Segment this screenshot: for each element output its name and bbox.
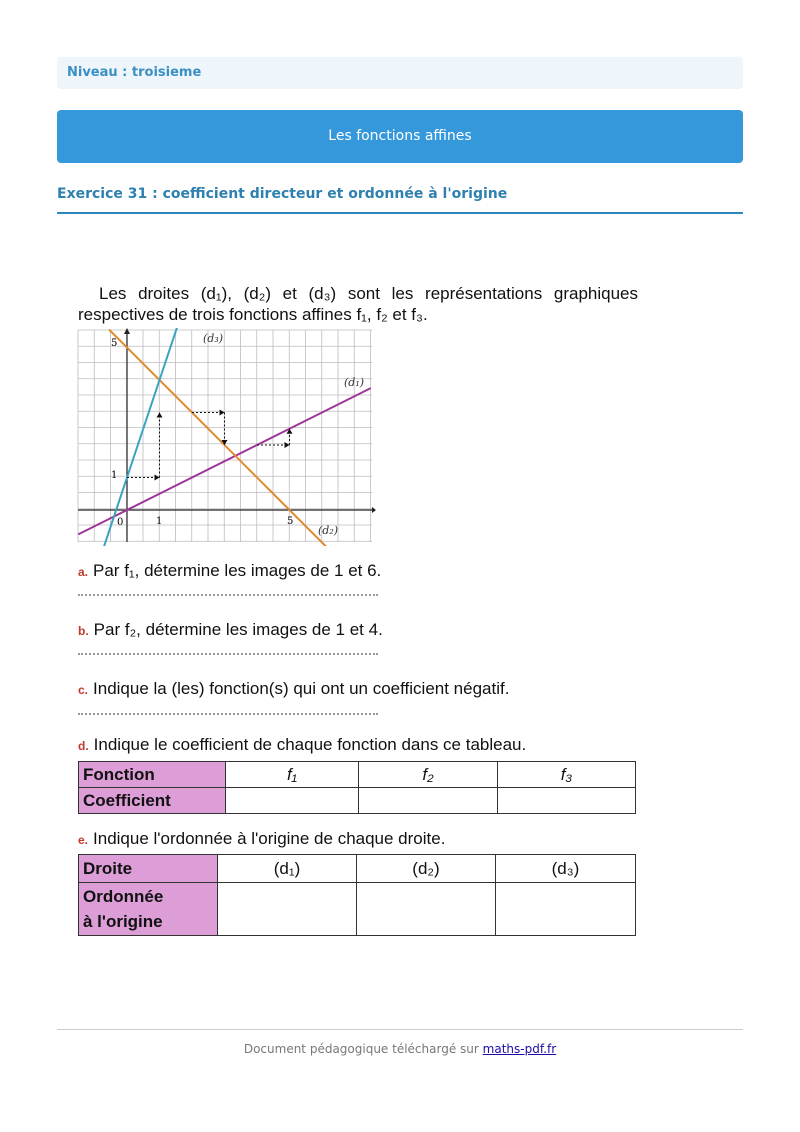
footer	[0, 1042, 800, 1056]
table-d-header-fonction: Fonction	[79, 762, 226, 788]
intercept-table	[78, 854, 636, 936]
table-d-cell-f1	[226, 788, 359, 814]
chapter-banner: Les fonctions affines	[57, 110, 743, 163]
level-banner: Niveau : troisieme	[57, 57, 743, 89]
table-e-header-droite: Droite	[79, 855, 218, 883]
label-d1: (d₁)	[344, 376, 365, 389]
arrowhead-d3-rise	[157, 413, 163, 418]
question-d: d. Indique le coefficient de chaque fonction dans ce tableau.	[78, 735, 527, 754]
coefficient-table	[78, 761, 636, 814]
tick-x-five: 5	[287, 516, 294, 527]
table-d-cell-f3	[498, 788, 636, 814]
intro-line-2: respectives de trois fonctions affines f₁, f₂ et f₃.	[78, 305, 428, 324]
table-d-col-f1: f₁	[226, 762, 359, 788]
table-d-cell-f2	[359, 788, 498, 814]
table-e-cell-d2	[357, 883, 496, 936]
arrowhead-d3-run	[155, 475, 160, 481]
table-e-cell-d3	[496, 883, 636, 936]
intro-text	[78, 283, 638, 325]
label-d2: (d₂)	[318, 524, 339, 537]
question-c: c. Indique la (les) fonction(s) qui ont un coefficient négatif.	[78, 679, 510, 698]
question-a: a. Par f₁, détermine les images de 1 et 6.	[78, 561, 382, 580]
exercise-title: Exercice 31 : coefficient directeur et ordonnée à l'origine	[57, 186, 743, 214]
answer-line-b	[78, 653, 378, 655]
slope-arrows	[127, 410, 293, 481]
table-e-col-d2: (d₂)	[357, 855, 496, 883]
line-d2	[109, 330, 338, 546]
table-e-col-d1: (d₁)	[218, 855, 357, 883]
table-e-cell-d1	[218, 883, 357, 936]
arrowhead-d1-run	[285, 442, 290, 448]
axes	[78, 328, 376, 542]
table-e-header-ordonnee: Ordonnée à l'origine	[79, 883, 218, 936]
line-graph	[76, 328, 376, 546]
question-e: e. Indique l'ordonnée à l'origine de chaque droite.	[78, 829, 446, 848]
arrowhead-d2-run	[220, 410, 225, 416]
tick-x-one: 1	[156, 516, 163, 527]
label-d3: (d₃)	[203, 332, 224, 345]
table-d-col-f2: f₂	[359, 762, 498, 788]
tick-origin: 0	[117, 517, 124, 528]
intro-line-1: Les droites (d₁), (d₂) et (d₃) sont les représentations graphiques	[99, 284, 638, 303]
tick-y-five: 5	[111, 338, 118, 349]
answer-line-c	[78, 713, 378, 715]
answer-line-a	[78, 594, 378, 596]
tick-y-one: 1	[111, 470, 118, 481]
footer-link[interactable]: maths-pdf.fr	[482, 1042, 557, 1056]
question-b: b. Par f₂, détermine les images de 1 et 4.	[78, 620, 383, 639]
footer-divider	[57, 1029, 743, 1030]
footer-text: Document pédagogique téléchargé sur	[243, 1042, 479, 1056]
table-e-col-d3: (d₃)	[496, 855, 636, 883]
table-d-col-f3: f₃	[498, 762, 636, 788]
table-d-header-coefficient: Coefficient	[79, 788, 226, 814]
